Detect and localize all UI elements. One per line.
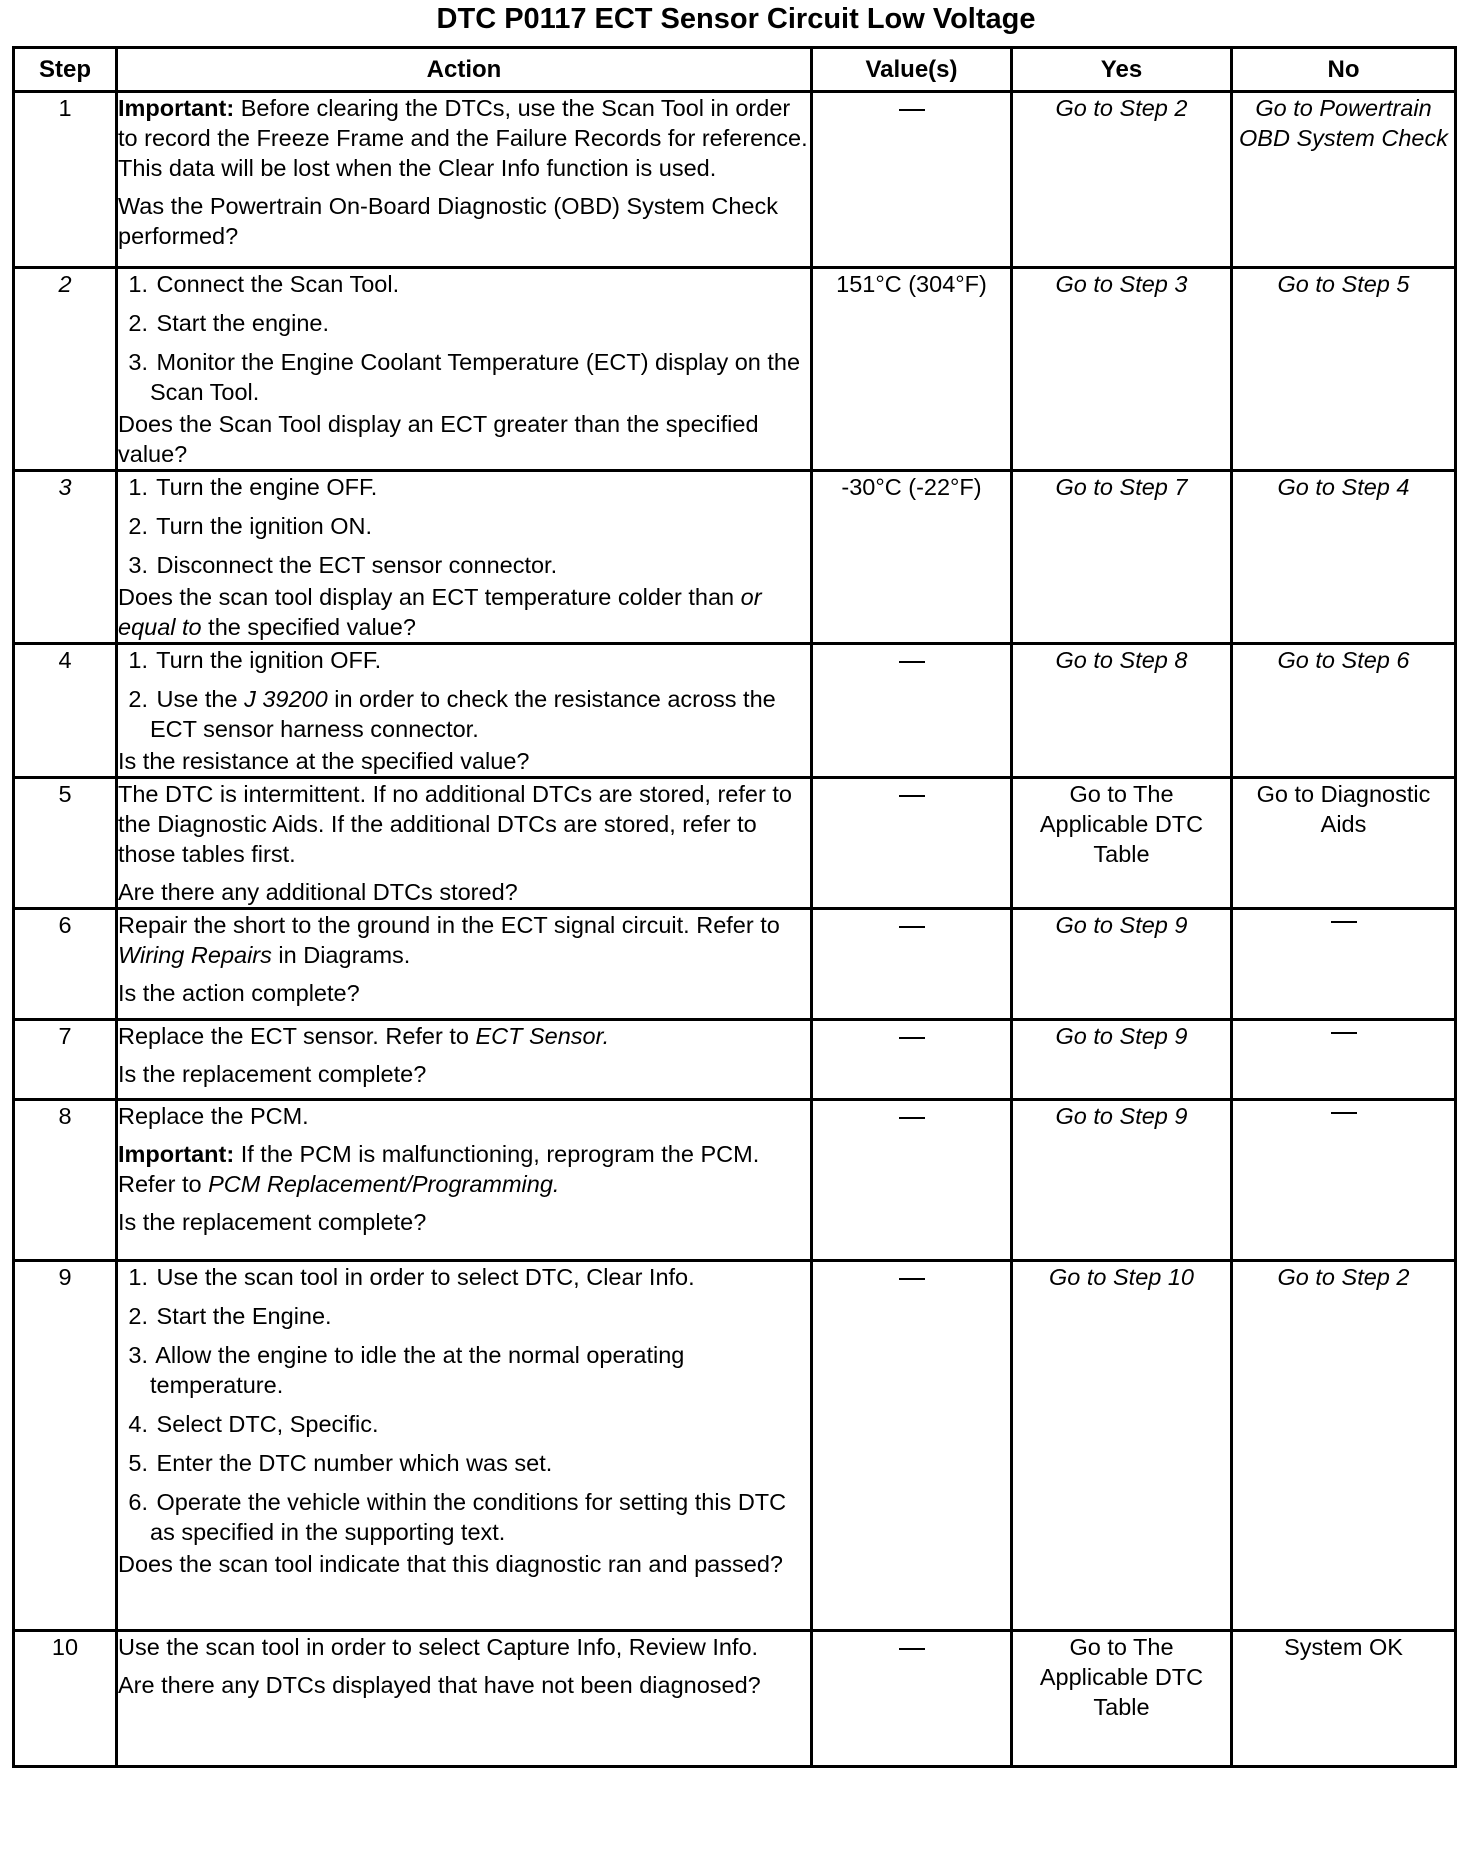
- header-action: Action: [117, 48, 812, 92]
- em-dash: [1331, 1112, 1357, 1114]
- step-number: 1: [14, 92, 117, 268]
- question-text: Was the Powertrain On-Board Diagnostic (OBD) System Check performed?: [118, 193, 778, 249]
- dtc-table: [12, 46, 1457, 1768]
- substep-item: 2. Start the engine.: [128, 310, 329, 336]
- question-text: Does the scan tool indicate that this diagnostic ran and passed?: [118, 1551, 783, 1577]
- substep-item: 1. Use the scan tool in order to select DTC, Clear Info.: [128, 1264, 695, 1290]
- substep-item: 2. Start the Engine.: [128, 1303, 332, 1329]
- yes-cell: Go to Step 2: [1012, 92, 1232, 268]
- value-cell: [812, 1020, 1012, 1100]
- action-text: The DTC is intermittent. If no additional DTCs are stored, refer to the Diagnostic Aids. If the additional DTCs are stored, refer to those tables first.: [118, 781, 792, 867]
- yes-cell: Go to Step 9: [1012, 1020, 1232, 1100]
- action-cell: [117, 1020, 812, 1100]
- yes-cell: Go to Step 8: [1012, 644, 1232, 778]
- doc-reference: Wiring Repairs: [118, 942, 272, 968]
- no-cell: Go to Step 4: [1232, 471, 1456, 644]
- header-row: [14, 48, 1456, 92]
- table-row: [14, 644, 1456, 778]
- value-cell: [812, 778, 1012, 909]
- action-cell: [117, 778, 812, 909]
- em-dash: [899, 1117, 925, 1119]
- important-label: Important:: [118, 95, 235, 121]
- question-text: Is the action complete?: [118, 980, 360, 1006]
- value-cell: [812, 1261, 1012, 1631]
- no-cell: [1232, 1100, 1456, 1261]
- substep-item: 6. Operate the vehicle within the conditions for setting this DTC as specified in the supporting text.: [128, 1489, 787, 1545]
- step-number: 6: [14, 909, 117, 1020]
- step-number: 4: [14, 644, 117, 778]
- no-cell: [1232, 909, 1456, 1020]
- action-text: Use the scan tool in order to select Capture Info, Review Info.: [118, 1634, 759, 1660]
- substep-item: 5. Enter the DTC number which was set.: [128, 1450, 553, 1476]
- doc-reference: PCM Replacement/Programming.: [208, 1171, 560, 1197]
- em-dash: [899, 1037, 925, 1039]
- substep-item: 3. Allow the engine to idle the at the normal operating temperature.: [128, 1342, 685, 1398]
- substep-list: [118, 1262, 810, 1547]
- action-cell: [117, 1631, 812, 1767]
- yes-cell: Go to Step 3: [1012, 268, 1232, 471]
- document-title: DTC P0117 ECT Sensor Circuit Low Voltage: [436, 3, 1036, 35]
- table-row: [14, 1020, 1456, 1100]
- action-cell: [117, 909, 812, 1020]
- table-row: [14, 471, 1456, 644]
- value-cell: [812, 644, 1012, 778]
- action-cell: [117, 644, 812, 778]
- em-dash: [899, 109, 925, 111]
- table-row: [14, 909, 1456, 1020]
- question-text: Does the Scan Tool display an ECT greater than the specified value?: [118, 411, 759, 467]
- question-text: Are there any additional DTCs stored?: [118, 879, 518, 905]
- step-number: 8: [14, 1100, 117, 1261]
- important-text: Before clearing the DTCs, use the Scan Tool in order to record the Freeze Frame and the Failure Records for reference. This data will be lost when the Clear Info function is used.: [118, 95, 808, 181]
- question-text: Are there any DTCs displayed that have not been diagnosed?: [118, 1672, 761, 1698]
- step-number: 2: [14, 268, 117, 471]
- important-note: Important: If the PCM is malfunctioning, reprogram the PCM. Refer to PCM Replacement/Programming.: [118, 1141, 760, 1197]
- value-cell: [812, 1100, 1012, 1261]
- substep-item: 2. Turn the ignition ON.: [128, 513, 373, 539]
- step-number: 5: [14, 778, 117, 909]
- table-row: [14, 1261, 1456, 1631]
- substep-list: [118, 472, 810, 580]
- action-cell: [117, 471, 812, 644]
- substep-item: 1. Connect the Scan Tool.: [128, 271, 400, 297]
- no-cell: Go to Powertrain OBD System Check: [1232, 92, 1456, 268]
- action-text: Repair the short to the ground in the ECT signal circuit. Refer to Wiring Repairs in Diagrams.: [118, 912, 780, 968]
- important-note: [118, 93, 810, 183]
- header-step: Step: [14, 48, 117, 92]
- step-number: 10: [14, 1631, 117, 1767]
- substep-item: 1. Turn the engine OFF.: [128, 474, 378, 500]
- yes-cell: Go to Step 7: [1012, 471, 1232, 644]
- action-text: Replace the ECT sensor. Refer to ECT Sensor.: [118, 1023, 610, 1049]
- step-number: 3: [14, 471, 117, 644]
- substep-item: 1. Turn the ignition OFF.: [128, 647, 382, 673]
- em-dash: [899, 1278, 925, 1280]
- em-dash: [1331, 921, 1357, 923]
- value-cell: [812, 1631, 1012, 1767]
- yes-cell: Go to The Applicable DTC Table: [1012, 1631, 1232, 1767]
- no-cell: Go to Step 2: [1232, 1261, 1456, 1631]
- doc-reference: ECT Sensor.: [475, 1023, 610, 1049]
- em-dash: [899, 661, 925, 663]
- yes-cell: Go to Step 10: [1012, 1261, 1232, 1631]
- header-yes: Yes: [1012, 48, 1232, 92]
- important-label: Important:: [118, 1141, 235, 1167]
- no-cell: Go to Step 5: [1232, 268, 1456, 471]
- question-text: Is the resistance at the specified value?: [118, 748, 530, 774]
- substep-item: 3. Disconnect the ECT sensor connector.: [128, 552, 558, 578]
- step-number: 9: [14, 1261, 117, 1631]
- table-row: [14, 1631, 1456, 1767]
- em-dash: [1331, 1032, 1357, 1034]
- no-cell: Go to Diagnostic Aids: [1232, 778, 1456, 909]
- action-cell: [117, 1100, 812, 1261]
- em-dash: [899, 926, 925, 928]
- no-cell: [1232, 1020, 1456, 1100]
- table-row: [14, 92, 1456, 268]
- em-dash: [899, 1648, 925, 1650]
- action-text: Replace the PCM.: [118, 1103, 309, 1129]
- yes-cell: Go to The Applicable DTC Table: [1012, 778, 1232, 909]
- header-values: Value(s): [812, 48, 1012, 92]
- table-row: [14, 268, 1456, 471]
- no-cell: System OK: [1232, 1631, 1456, 1767]
- value-cell: [812, 92, 1012, 268]
- table-row: [14, 1100, 1456, 1261]
- action-cell: [117, 1261, 812, 1631]
- substep-item: 2. Use the J 39200 in order to check the resistance across the ECT sensor harness connector.: [128, 686, 776, 742]
- action-cell: [117, 268, 812, 471]
- substep-list: [118, 269, 810, 407]
- em-dash: [899, 795, 925, 797]
- yes-cell: Go to Step 9: [1012, 1100, 1232, 1261]
- no-cell: Go to Step 6: [1232, 644, 1456, 778]
- substep-item: 3. Monitor the Engine Coolant Temperature (ECT) display on the Scan Tool.: [128, 349, 801, 405]
- question-text: Is the replacement complete?: [118, 1209, 427, 1235]
- table-row: [14, 778, 1456, 909]
- substep-list: [118, 645, 810, 744]
- tool-reference: J 39200: [244, 686, 328, 712]
- value-cell: 151°C (304°F): [812, 268, 1012, 471]
- header-no: No: [1232, 48, 1456, 92]
- yes-cell: Go to Step 9: [1012, 909, 1232, 1020]
- value-cell: [812, 909, 1012, 1020]
- question-text: Does the scan tool display an ECT temperature colder than or equal to the specified value?: [118, 584, 762, 640]
- substep-item: 4. Select DTC, Specific.: [128, 1411, 379, 1437]
- step-number: 7: [14, 1020, 117, 1100]
- value-cell: -30°C (-22°F): [812, 471, 1012, 644]
- action-cell: [117, 92, 812, 268]
- question-text: Is the replacement complete?: [118, 1061, 427, 1087]
